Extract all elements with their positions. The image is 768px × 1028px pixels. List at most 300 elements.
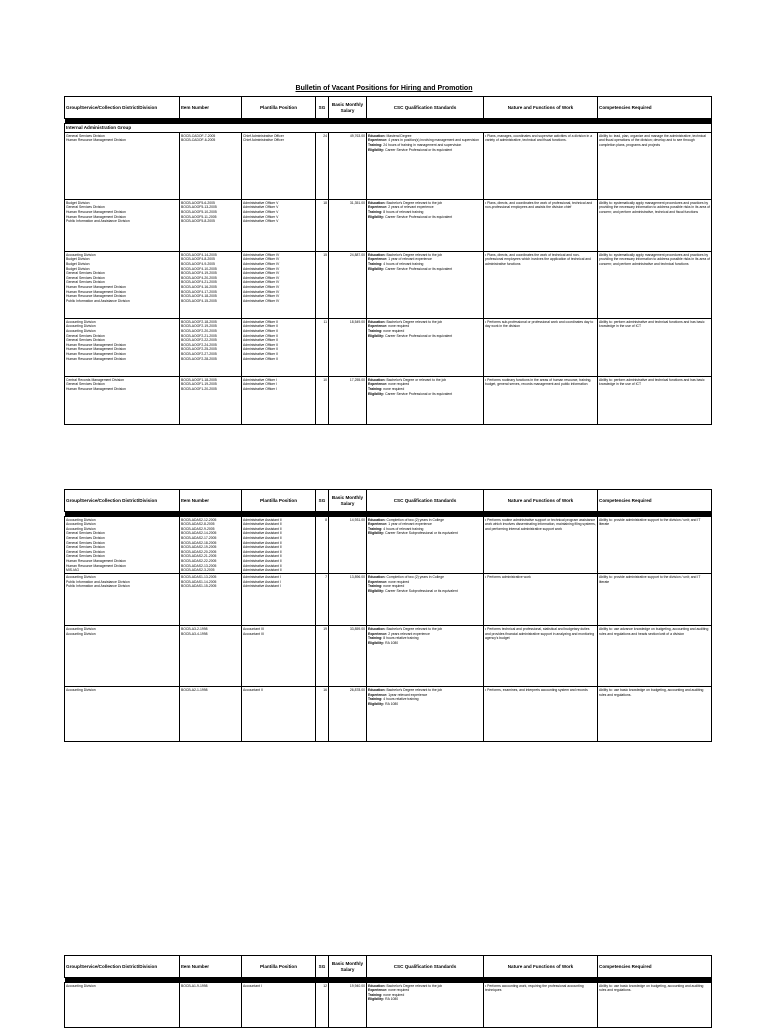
training-value: none required bbox=[383, 992, 405, 997]
plantilla-position-cell bbox=[242, 574, 316, 626]
eligibility-line bbox=[368, 148, 482, 153]
experience-value: 4 years in position(s) involving management and supervision bbox=[388, 138, 480, 143]
table-header bbox=[65, 490, 712, 512]
plantilla-position: Administrative Officer IV bbox=[243, 280, 280, 285]
header-sg: SG bbox=[316, 956, 329, 978]
item-number-cell bbox=[180, 626, 242, 687]
header-nature-functions: Nature and Functions of Work bbox=[484, 97, 598, 119]
table-row bbox=[65, 319, 712, 377]
csc-qualification-standards bbox=[367, 252, 484, 319]
nature-of-work: • Plans, directs, and coordinates the work of technical and non-professional employees which involves the application of technical and administrative functions bbox=[484, 252, 598, 319]
salary-grade: 18 bbox=[316, 200, 329, 252]
plantilla-position: Administrative Officer V bbox=[243, 219, 279, 224]
item-number: BOCB-AOOF2-22-2005 bbox=[181, 338, 217, 343]
plantilla-position: Administrative Officer II bbox=[243, 333, 278, 338]
training-value: 4 hours of relevant training bbox=[383, 261, 424, 266]
eligibility-value: Career Service Professional or its equivalent bbox=[385, 147, 453, 152]
header-plantilla-position: Plantilla Position bbox=[242, 956, 316, 978]
table-row bbox=[65, 377, 712, 425]
table-row bbox=[65, 517, 712, 574]
eligibility-value: RA 1080 bbox=[385, 640, 399, 645]
education-value: Bachelor's Degree or relevant to the job bbox=[386, 377, 447, 382]
salary-grade: 24 bbox=[316, 133, 329, 200]
plantilla-position: Administrative Assistant II bbox=[243, 526, 282, 531]
item-number-cell bbox=[180, 200, 242, 252]
training-label: Training: bbox=[368, 697, 383, 702]
division-name: Accounting Division bbox=[66, 626, 96, 631]
item-number: BOCB-ADAS2-8-2005 bbox=[181, 522, 215, 527]
division-name: Human Resource Management Division bbox=[66, 351, 126, 356]
item-number: BOCB-CADOF-7-2005 bbox=[181, 133, 216, 138]
eligibility-label: Eligibility: bbox=[368, 997, 385, 1002]
table-row bbox=[65, 626, 712, 687]
plantilla-position: Administrative Assistant II bbox=[243, 549, 282, 554]
header-salary: Basic Monthly Salary bbox=[329, 956, 367, 978]
division-name: Accounting Division bbox=[66, 319, 96, 324]
division-name: Central Records Management Division bbox=[66, 377, 125, 382]
experience-label: Experience: bbox=[368, 257, 388, 262]
experience-label: Experience: bbox=[368, 631, 388, 636]
item-number: BOCB-AOOF1-18-2005 bbox=[181, 377, 217, 382]
table-header bbox=[65, 956, 712, 978]
eligibility-label: Eligibility: bbox=[368, 391, 385, 396]
nature-of-work: • Plans, directs, and coordinates the work of professional, technical and non-professional employees and assists the division chief bbox=[484, 200, 598, 252]
competencies-required: Ability to: systematically apply management procedures and practices by providing the necessary information to address possible risks in its area of concern; and perform administrative, technical and fiscal functions bbox=[598, 200, 712, 252]
plantilla-position: Administrative Officer V bbox=[243, 205, 279, 210]
eligibility-value: Career Service Professional or its equivalent bbox=[385, 391, 453, 396]
basic-monthly-salary: 26,878.00 bbox=[329, 687, 367, 742]
training-label: Training: bbox=[368, 386, 383, 391]
plantilla-position: Administrative Officer II bbox=[243, 338, 278, 343]
division-name-cell bbox=[65, 133, 180, 200]
header-item-number: Item Number bbox=[180, 490, 242, 512]
division-name-cell bbox=[65, 319, 180, 377]
experience-value: 1 year of relevant experience bbox=[388, 257, 432, 262]
item-number: BOCB-AOOF2-24-2005 bbox=[181, 342, 217, 347]
experience-value: none required bbox=[388, 382, 410, 387]
plantilla-position: Administrative Assistant II bbox=[243, 568, 282, 573]
item-number: BOCB-ADAS2-3-2005 bbox=[181, 568, 215, 573]
division-name: Accounting Division bbox=[66, 526, 96, 531]
division-name-cell bbox=[65, 983, 180, 1028]
eligibility-label: Eligibility: bbox=[368, 640, 385, 645]
division-name: Accounting Division bbox=[66, 631, 96, 636]
plantilla-position: Administrative Officer I bbox=[243, 377, 278, 382]
training-value: none required bbox=[383, 386, 405, 391]
plantilla-position: Administrative Officer I bbox=[243, 382, 278, 387]
training-value: 8 hours of relevant training bbox=[383, 209, 424, 214]
competencies-required: Ability to: provide administrative support to the division / unit; and IT literate bbox=[598, 517, 712, 574]
plantilla-position: Administrative Officer II bbox=[243, 347, 278, 352]
item-number: BOCB-AOOF4-17-2005 bbox=[181, 289, 217, 294]
plantilla-position-cell bbox=[242, 687, 316, 742]
training-label: Training: bbox=[368, 261, 383, 266]
table-row bbox=[65, 574, 712, 626]
plantilla-position: Administrative Officer V bbox=[243, 214, 279, 219]
item-number: BOCB-AOOF2-28-2005 bbox=[181, 356, 217, 361]
item-number-cell bbox=[180, 252, 242, 319]
division-name: Accounting Division bbox=[66, 574, 96, 579]
plantilla-position: Accountant III bbox=[243, 631, 264, 636]
header-nature-functions: Nature and Functions of Work bbox=[484, 956, 598, 978]
header-plantilla-position: Plantilla Position bbox=[242, 490, 316, 512]
plantilla-position: Administrative Officer IV bbox=[243, 261, 280, 266]
division-name: General Services Division bbox=[66, 133, 105, 138]
training-label: Training: bbox=[368, 992, 383, 997]
plantilla-position: Administrative Officer II bbox=[243, 356, 278, 361]
eligibility-label: Eligibility: bbox=[368, 147, 385, 152]
competencies-required: Ability to: perform administrative and technical functions and has basic knowledge in the use of ICT bbox=[598, 319, 712, 377]
eligibility-line bbox=[368, 702, 482, 707]
division-name: Public Information and Assistance Division bbox=[66, 219, 130, 224]
division-name: Human Resource Management Division bbox=[66, 138, 126, 143]
division-name: Human Resource Management Division bbox=[66, 558, 126, 563]
eligibility-value: Career Service Professional or its equivalent bbox=[385, 214, 453, 219]
eligibility-label: Eligibility: bbox=[368, 333, 385, 338]
training-label: Training: bbox=[368, 526, 383, 531]
division-name: Human Resource Management Division bbox=[66, 347, 126, 352]
item-number: BOCB-ADAS2-13-2005 bbox=[181, 563, 217, 568]
training-value: none required bbox=[383, 328, 405, 333]
plantilla-position: Administrative Officer II bbox=[243, 328, 278, 333]
item-number: BOCB-AOOF4-8-2005 bbox=[181, 257, 215, 262]
eligibility-label: Eligibility: bbox=[368, 266, 385, 271]
division-name: Budget Division bbox=[66, 200, 90, 205]
header-csc-standards: CSC Qualification Standards bbox=[367, 97, 484, 119]
division-name: General Services Division bbox=[66, 271, 105, 276]
experience-label: Experience: bbox=[368, 382, 388, 387]
plantilla-position: Accountant III bbox=[243, 626, 264, 631]
experience-value: none required bbox=[388, 988, 410, 993]
competencies-required: Ability to: provide administrative support to the division / unit; and IT literate bbox=[598, 574, 712, 626]
header-divider-bar bbox=[65, 978, 712, 982]
item-number: BOCB-AOOF2-20-2005 bbox=[181, 328, 217, 333]
eligibility-line bbox=[368, 392, 482, 397]
division-name: Accounting Division bbox=[66, 983, 96, 988]
division-name: General Services Division bbox=[66, 338, 105, 343]
header-salary: Basic Monthly Salary bbox=[329, 490, 367, 512]
item-number: BOCB-AOOF4-15-2005 bbox=[181, 298, 217, 303]
plantilla-position-cell bbox=[242, 517, 316, 574]
division-name: Accounting Division bbox=[66, 324, 96, 329]
division-name: Human Resource Management Division bbox=[66, 342, 126, 347]
item-number: BOCB-AOOF1-20-2005 bbox=[181, 386, 217, 391]
basic-monthly-salary: 49,763.00 bbox=[329, 133, 367, 200]
training-label: Training: bbox=[368, 636, 383, 641]
education-value: Completion of two (2) years in College bbox=[386, 517, 444, 522]
item-number: BOCB-AOOF4-10-2005 bbox=[181, 266, 217, 271]
nature-of-work: • Performs sub-professional or professional work and coordinates day to day work in the division bbox=[484, 319, 598, 377]
plantilla-position: Administrative Assistant II bbox=[243, 545, 282, 550]
competencies-required: Ability to: use basic knowledge on budgeting, accounting and auditing rules and regulations. bbox=[598, 687, 712, 742]
education-label: Education: bbox=[368, 133, 386, 138]
header-group: Group/Service/Collection District/Division bbox=[65, 490, 180, 512]
item-number: BOCB-ADAS2-18-2005 bbox=[181, 540, 217, 545]
plantilla-position: Administrative Officer II bbox=[243, 351, 278, 356]
education-value: Bachelor's Degree relevant to the job bbox=[386, 983, 443, 988]
division-name: Accounting Division bbox=[66, 517, 96, 522]
division-name: General Services Division bbox=[66, 275, 105, 280]
experience-label: Experience: bbox=[368, 324, 388, 329]
division-name: Human Resource Management Division bbox=[66, 289, 126, 294]
header-sg: SG bbox=[316, 490, 329, 512]
plantilla-position: Administrative Assistant II bbox=[243, 540, 282, 545]
item-number: BOCB-AOOF4-21-2005 bbox=[181, 280, 217, 285]
header-sg: SG bbox=[316, 97, 329, 119]
division-name: Accounting Division bbox=[66, 522, 96, 527]
education-label: Education: bbox=[368, 517, 386, 522]
basic-monthly-salary: 31,351.00 bbox=[329, 200, 367, 252]
division-name-cell bbox=[65, 574, 180, 626]
header-item-number: Item Number bbox=[180, 956, 242, 978]
item-number: BOCB-A3-2-1998 bbox=[181, 626, 208, 631]
item-number: BOCB-AOOF5-11-2005 bbox=[181, 214, 217, 219]
basic-monthly-salary: 14,931.00 bbox=[329, 517, 367, 574]
vacancy-table-page-1 bbox=[64, 96, 711, 425]
csc-qualification-standards bbox=[367, 626, 484, 687]
plantilla-position: Accountant II bbox=[243, 687, 263, 692]
item-number: BOCB-AOOF5-13-2005 bbox=[181, 205, 217, 210]
plantilla-position: Administrative Officer V bbox=[243, 200, 279, 205]
plantilla-position: Administrative Officer IV bbox=[243, 298, 280, 303]
division-name: General Services Division bbox=[66, 545, 105, 550]
vacancy-table bbox=[64, 489, 712, 742]
training-label: Training: bbox=[368, 209, 383, 214]
training-value: 8 hours relative training bbox=[383, 636, 419, 641]
group-name: Internal Administration Group bbox=[65, 124, 712, 133]
item-number: BOCB-ADAS2-20-2005 bbox=[181, 549, 217, 554]
education-value: Bachelor's Degree relevant to the job bbox=[386, 626, 443, 631]
training-label: Training: bbox=[368, 142, 383, 147]
plantilla-position: Administrative Officer V bbox=[243, 209, 279, 214]
nature-of-work: • Performs, examines, and interprets accounting system and records bbox=[484, 687, 598, 742]
eligibility-label: Eligibility: bbox=[368, 531, 385, 536]
eligibility-line bbox=[368, 267, 482, 272]
table-row bbox=[65, 983, 712, 1028]
education-label: Education: bbox=[368, 983, 386, 988]
education-label: Education: bbox=[368, 626, 386, 631]
plantilla-position: Administrative Assistant I bbox=[243, 579, 281, 584]
competencies-required: Ability to: use basic knowledge on budgeting, accounting and auditing rules and regulations. bbox=[598, 983, 712, 1028]
education-value: Bachelor's Degree relevant to the job bbox=[386, 319, 443, 324]
basic-monthly-salary: 17,255.00 bbox=[329, 377, 367, 425]
plantilla-position: Administrative Officer IV bbox=[243, 266, 280, 271]
table-header bbox=[65, 97, 712, 119]
division-name: General Services Division bbox=[66, 333, 105, 338]
header-plantilla-position: Plantilla Position bbox=[242, 97, 316, 119]
header-group: Group/Service/Collection District/Division bbox=[65, 956, 180, 978]
item-number: BOCB-CADOF-6-2005 bbox=[181, 138, 216, 143]
eligibility-value: RA 1080 bbox=[385, 997, 399, 1002]
division-name: General Services Division bbox=[66, 280, 105, 285]
plantilla-position: Administrative Officer II bbox=[243, 319, 278, 324]
eligibility-value: Career Service Subprofessional or its equivalent bbox=[385, 531, 458, 536]
education-label: Education: bbox=[368, 574, 386, 579]
header-item-number: Item Number bbox=[180, 97, 242, 119]
division-name: Human Resource Management Division bbox=[66, 294, 126, 299]
education-value: Bachelor's Degree relevant to the job bbox=[386, 200, 443, 205]
item-number: BOCB-ADAS2-12-2005 bbox=[181, 517, 217, 522]
eligibility-line bbox=[368, 589, 482, 594]
division-name: Public Information and Assistance Division bbox=[66, 584, 130, 589]
division-name: Human Resource Management Division bbox=[66, 386, 126, 391]
nature-of-work: • Performs accounting work, requiring the professional accounting techniques bbox=[484, 983, 598, 1028]
competencies-required: Ability to: systematically apply management procedures and practices by providing the necessary information to address possible risks in its area of concern; and perform administrative and technical functions bbox=[598, 252, 712, 319]
item-number: BOCB-AOOF2-25-2005 bbox=[181, 347, 217, 352]
division-name: Human Resource Management Division bbox=[66, 563, 126, 568]
salary-grade: 15 bbox=[316, 252, 329, 319]
plantilla-position: Administrative Assistant I bbox=[243, 574, 281, 579]
eligibility-value: RA 1080 bbox=[385, 701, 399, 706]
education-label: Education: bbox=[368, 200, 386, 205]
division-name: Human Resource Management Division bbox=[66, 209, 126, 214]
plantilla-position: Administrative Officer IV bbox=[243, 284, 280, 289]
division-name: General Services Division bbox=[66, 535, 105, 540]
plantilla-position: Administrative Officer IV bbox=[243, 294, 280, 299]
education-value: Completion of two (2) years in College bbox=[386, 574, 444, 579]
eligibility-line bbox=[368, 531, 482, 536]
division-name: Accounting Division bbox=[66, 252, 96, 257]
plantilla-position: Administrative Officer IV bbox=[243, 271, 280, 276]
division-name-cell bbox=[65, 377, 180, 425]
salary-grade: 7 bbox=[316, 574, 329, 626]
training-label: Training: bbox=[368, 328, 383, 333]
item-number: BOCB-AOOF5-10-2005 bbox=[181, 209, 217, 214]
experience-label: Experience: bbox=[368, 522, 388, 527]
item-number-cell bbox=[180, 319, 242, 377]
salary-grade: 11 bbox=[316, 319, 329, 377]
division-name: Human Resource Management Division bbox=[66, 214, 126, 219]
header-competencies: Competencies Required bbox=[598, 956, 712, 978]
plantilla-position: Administrative Officer IV bbox=[243, 257, 280, 262]
plantilla-position: Administrative Assistant II bbox=[243, 563, 282, 568]
competencies-required: Ability to: use advance knowledge on budgeting, accounting and auditing rules and regulations and heads section/unit of a division bbox=[598, 626, 712, 687]
plantilla-position: Administrative Officer II bbox=[243, 324, 278, 329]
division-name: Public Information and Assistance Division bbox=[66, 298, 130, 303]
item-number: BOCB-A3-4-1998 bbox=[181, 631, 208, 636]
training-label: Training: bbox=[368, 584, 383, 589]
experience-label: Experience: bbox=[368, 988, 388, 993]
table-row bbox=[65, 133, 712, 200]
basic-monthly-salary: 24,887.00 bbox=[329, 252, 367, 319]
item-number: BOCB-ADAS2-19-2005 bbox=[181, 545, 217, 550]
plantilla-position: Chief Administrative Officer bbox=[243, 138, 284, 143]
plantilla-position: Administrative Officer IV bbox=[243, 289, 280, 294]
salary-grade: 8 bbox=[316, 517, 329, 574]
eligibility-line bbox=[368, 997, 482, 1002]
item-number: BOCB-ADAS1-13-2005 bbox=[181, 574, 217, 579]
education-label: Education: bbox=[368, 377, 386, 382]
nature-of-work: • Performs technical and professional, statistical and budgetary duties and provides financial administrative support in analyzing and monitoring agency's budget bbox=[484, 626, 598, 687]
item-number: BOCB-ADAS2-9-2005 bbox=[181, 526, 215, 531]
salary-grade: 19 bbox=[316, 626, 329, 687]
plantilla-position: Administrative Officer IV bbox=[243, 275, 280, 280]
education-value: Masteral Degree bbox=[386, 133, 412, 138]
plantilla-position: Administrative Assistant II bbox=[243, 535, 282, 540]
division-name: MIS-IAG bbox=[66, 568, 79, 573]
item-number-cell bbox=[180, 133, 242, 200]
csc-qualification-standards bbox=[367, 319, 484, 377]
eligibility-label: Eligibility: bbox=[368, 588, 385, 593]
eligibility-label: Eligibility: bbox=[368, 214, 385, 219]
csc-qualification-standards bbox=[367, 377, 484, 425]
plantilla-position-cell bbox=[242, 252, 316, 319]
education-label: Education: bbox=[368, 319, 386, 324]
csc-qualification-standards bbox=[367, 687, 484, 742]
salary-grade: 10 bbox=[316, 377, 329, 425]
plantilla-position: Chief Administrative Officer bbox=[243, 133, 284, 138]
plantilla-position-cell bbox=[242, 200, 316, 252]
basic-monthly-salary: 33,859.00 bbox=[329, 626, 367, 687]
eligibility-line bbox=[368, 215, 482, 220]
plantilla-position-cell bbox=[242, 983, 316, 1028]
plantilla-position-cell bbox=[242, 319, 316, 377]
education-value: Bachelor's Degree relevant to the job bbox=[386, 687, 443, 692]
plantilla-position-cell bbox=[242, 133, 316, 200]
salary-grade: 12 bbox=[316, 983, 329, 1028]
division-name: General Services Division bbox=[66, 382, 105, 387]
division-name: Human Resource Management Division bbox=[66, 356, 126, 361]
csc-qualification-standards bbox=[367, 200, 484, 252]
item-number: BOCB-AOOF2-19-2005 bbox=[181, 324, 217, 329]
nature-of-work: • Performs administrative work bbox=[484, 574, 598, 626]
training-value: 24 hours of training in management and supervision bbox=[383, 142, 462, 147]
nature-of-work: • Performs routinary functions in the areas of human resource, training, budget, general serves, records management and public information bbox=[484, 377, 598, 425]
eligibility-label: Eligibility: bbox=[368, 701, 385, 706]
item-number-cell bbox=[180, 687, 242, 742]
eligibility-value: Career Service Professional or its equivalent bbox=[385, 266, 453, 271]
experience-value: 2 years of relevant experience bbox=[388, 205, 434, 210]
division-name-cell bbox=[65, 200, 180, 252]
division-name-cell bbox=[65, 517, 180, 574]
competencies-required: Ability to: perform administrative and technical functions and has basic knowledge in the use of ICT bbox=[598, 377, 712, 425]
eligibility-line bbox=[368, 641, 482, 646]
division-name: General Services Division bbox=[66, 554, 105, 559]
vacancy-table bbox=[64, 955, 712, 1028]
item-number: BOCB-AOOF5-6-2005 bbox=[181, 200, 215, 205]
item-number-cell bbox=[180, 574, 242, 626]
item-number-cell bbox=[180, 377, 242, 425]
item-number: BOCB-AOOF1-19-2005 bbox=[181, 382, 217, 387]
table-row bbox=[65, 687, 712, 742]
header-csc-standards: CSC Qualification Standards bbox=[367, 490, 484, 512]
plantilla-position: Administrative Assistant II bbox=[243, 517, 282, 522]
item-number: BOCB-AOOF4-20-2005 bbox=[181, 275, 217, 280]
vacancy-table-page-3 bbox=[64, 955, 711, 1028]
item-number: BOCB-AOOF2-21-2005 bbox=[181, 333, 217, 338]
item-number: BOCB-ADAS2-22-2005 bbox=[181, 558, 217, 563]
division-name: Budget Division bbox=[66, 261, 90, 266]
basic-monthly-salary: 18,549.00 bbox=[329, 319, 367, 377]
experience-label: Experience: bbox=[368, 579, 388, 584]
item-number: BOCB-AOOF4-9-2005 bbox=[181, 261, 215, 266]
division-name: Human Resource Management Division bbox=[66, 284, 126, 289]
division-name: Accounting Division bbox=[66, 328, 96, 333]
plantilla-position: Administrative Assistant II bbox=[243, 558, 282, 563]
eligibility-value: Career Service Professional or its equivalent bbox=[385, 333, 453, 338]
vacancy-table-page-2 bbox=[64, 489, 711, 742]
experience-label: Experience: bbox=[368, 138, 388, 143]
header-salary: Basic Monthly Salary bbox=[329, 97, 367, 119]
competencies-required: Ability to: lead, plan, organize and manage the administrative, technical and fiscal operations of the division; develop and to see through completion plans, programs and projects bbox=[598, 133, 712, 200]
plantilla-position-cell bbox=[242, 626, 316, 687]
division-name: Accounting Division bbox=[66, 687, 96, 692]
plantilla-position: Administrative Officer I bbox=[243, 386, 278, 391]
division-name-cell bbox=[65, 626, 180, 687]
plantilla-position: Administrative Assistant II bbox=[243, 522, 282, 527]
header-divider-bar bbox=[65, 512, 712, 516]
nature-of-work: • Performs routine administrative support or technical program assistance work which involves disseminating information, maintaining filing systems, and performing internal administrative support work bbox=[484, 517, 598, 574]
